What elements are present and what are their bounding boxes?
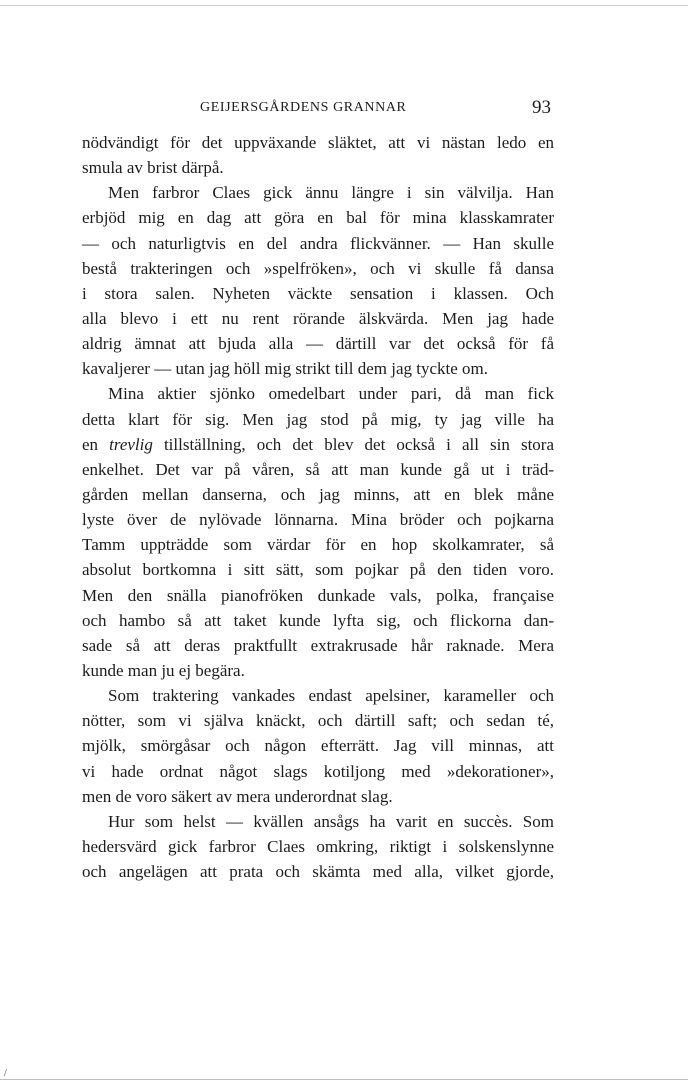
line-prefix: en xyxy=(82,434,110,454)
running-head-title: GEIJERSGÅRDENS GRANNAR xyxy=(200,100,407,115)
text-line: Hur som helst — kvällen ansågs ha varit en succès. Som xyxy=(108,811,554,831)
scan-bottom-edge xyxy=(0,1079,688,1080)
emphasized-word: trevlig xyxy=(109,434,153,454)
text-line: Tamm uppträdde som värdar för en hop skolkamrater, så xyxy=(82,535,554,555)
text-line: Som traktering vankades endast apelsiner, karameller och xyxy=(108,686,554,706)
text-line-with-emphasis xyxy=(82,432,554,457)
scan-top-edge xyxy=(0,5,688,6)
text-line: Mina aktier sjönko omedelbart under pari, då man fick xyxy=(108,384,554,404)
text-line: vi hade ordnat något slags kotiljong med »dekorationer», xyxy=(82,761,554,781)
text-line: Men den snälla pianofröken dunkade vals, polka, française xyxy=(82,585,554,605)
text-line: kunde man ju ej begära. xyxy=(82,660,245,680)
body-text xyxy=(82,130,554,884)
text-line: i stora salen. Nyheten väckte sensation i klassen. Och xyxy=(82,283,554,303)
line-suffix: tillställning, och det blev det också i all sin stora xyxy=(152,434,554,454)
text-line: aldrig ämnat att bjuda alla — därtill var det också för få xyxy=(82,334,554,354)
text-line: mjölk, smörgåsar och någon efterrätt. Jag vill minnas, att xyxy=(82,736,554,756)
text-line: sade så att deras praktfullt extrakrusade hår raknade. Mera xyxy=(82,635,554,655)
text-line: Men farbror Claes gick ännu längre i sin välvilja. Han xyxy=(108,183,554,203)
text-line: alla blevo i ett nu rent rörande älskvärda. Men jag hade xyxy=(82,308,554,328)
text-line: nötter, som vi själva knäckt, och därtill saft; och sedan té, xyxy=(82,711,554,731)
text-line: och angelägen att prata och skämta med alla, vilket gjorde, xyxy=(82,862,554,882)
text-line: detta klart för sig. Men jag stod på mig, ty jag ville ha xyxy=(82,409,554,429)
text-line: — och naturligtvis en del andra flickvänner. — Han skulle xyxy=(82,233,554,253)
text-line: och hambo så att taket kunde lyfta sig, och flickorna dan- xyxy=(82,610,554,630)
page-number: 93 xyxy=(532,97,551,118)
text-line: absolut bortkomna i sitt sätt, som pojkar på den tiden voro. xyxy=(82,560,554,580)
text-line: men de voro säkert av mera underordnat slag. xyxy=(82,786,393,806)
text-line: lyste över de nylövade lönnarna. Mina bröder och pojkarna xyxy=(82,510,554,530)
text-line: bestå trakteringen och »spelfröken», och vi skulle få dansa xyxy=(82,258,554,278)
text-line: hedersvärd gick farbror Claes omkring, riktigt i solskenslynne xyxy=(82,836,554,856)
text-line: smula av brist därpå. xyxy=(82,158,224,178)
text-line: gården mellan danserna, och jag minns, att en blek måne xyxy=(82,484,554,504)
text-line: kavaljerer — utan jag höll mig strikt till dem jag tyckte om. xyxy=(82,359,489,379)
text-line: nödvändigt för det uppväxande släktet, att vi nästan ledo en xyxy=(82,133,554,152)
text-line: enkelhet. Det var på våren, så att man kunde gå ut i träd- xyxy=(82,459,554,479)
text-line: erbjöd mig en dag att göra en bal för mina klasskamrater xyxy=(82,208,554,228)
scan-corner-mark: / xyxy=(4,1068,7,1079)
